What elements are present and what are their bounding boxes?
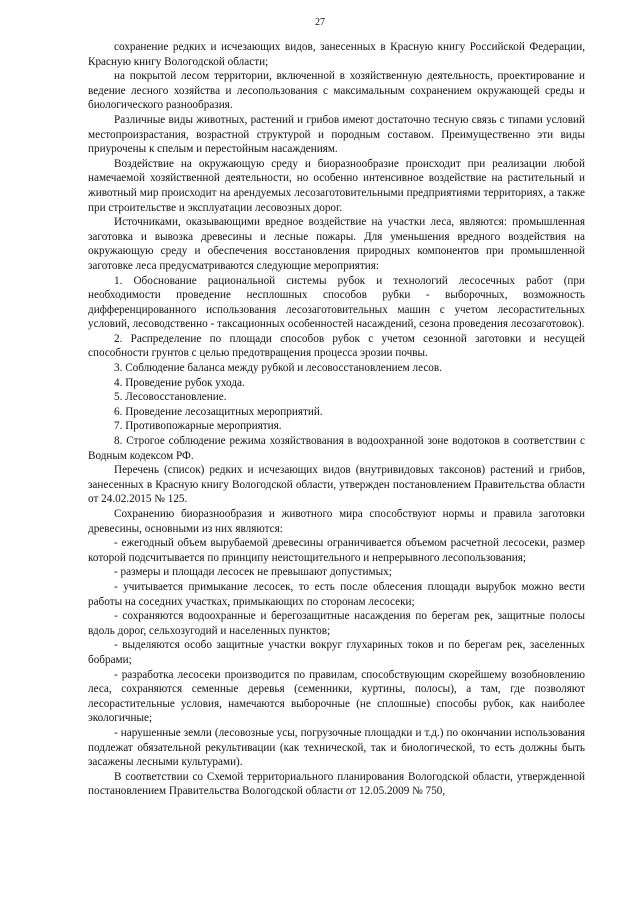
paragraph: Перечень (список) редких и исчезающих видов (внутривидовых таксонов) растений и грибов, занесенных в Красную книгу Вологодской области, утвержден постановлением Правительства области от 24.02.2015 № 125. bbox=[88, 464, 585, 506]
paragraph: 4. Проведение рубок ухода. bbox=[114, 376, 245, 389]
paragraph: - разработка лесосеки производится по правилам, способствующим скорейшему возобновлению леса, сохраняются семенные деревья (семенники, куртины, полосы), а там, где позволяют лесорастительные условия, намечаются выборочные (не сплошные) способы рубок, как наиболее экологичные; bbox=[88, 668, 585, 725]
paragraph: - нарушенные земли (лесовозные усы, погрузочные площадки и т.д.) по окончании использования подлежат обязательной рекультивации (как технической, так и биологической, то есть должны быть засажены лесными культурами). bbox=[88, 726, 585, 769]
paragraph: - выделяются особо защитные участки вокруг глухариных токов и по берегам рек, заселенных бобрами; bbox=[88, 639, 585, 666]
paragraph: 6. Проведение лесозащитных мероприятий. bbox=[114, 405, 323, 418]
paragraph: - ежегодный объем вырубаемой древесины ограничивается объемом расчетной лесосеки, размер которой подсчитывается по принципу неистощительного и непрерывного лесопользования; bbox=[88, 537, 585, 564]
paragraph: 8. Строгое соблюдение режима хозяйствования в водоохранной зоне водотоков в соответствии с Водным кодексом РФ. bbox=[88, 435, 585, 462]
paragraph: 2. Распределение по площади способов рубок с учетом сезонной заготовки и несущей способности грунтов с целью предотвращения процесса эрозии почвы. bbox=[88, 332, 585, 360]
paragraph: 7. Противопожарные мероприятия. bbox=[114, 420, 282, 433]
paragraph: Различные виды животных, растений и грибов имеют достаточно тесную связь с типами условий местопроизрастания, возрастной структурой и породным составом. Преимущественно эти виды приурочены к спелым и перестойным насаждениям. bbox=[88, 113, 585, 156]
paragraph: Сохранению биоразнообразия и животного мира способствуют нормы и правила заготовки древесины, основными из них являются: bbox=[88, 508, 585, 535]
paragraph: сохранение редких и исчезающих видов, занесенных в Красную книгу Российской Федерации, Красную книгу Вологодской области; bbox=[88, 41, 585, 68]
paragraph: 3. Соблюдение баланса между рубкой и лесовосстановлением лесов. bbox=[114, 362, 442, 375]
paragraph: Источниками, оказывающими вредное воздействие на участки леса, являются: промышленная заготовка и вывозка древесины и лесные пожары. Для уменьшения вредного воздействия на окружающую среду и обеспечения восстановления природных компонентов при промышленной заготовке леса предусматриваются следующие мероприятия: bbox=[88, 216, 585, 272]
paragraph: на покрытой лесом территории, включенной в хозяйственную деятельность, проектирование и ведение лесного хозяйства и лесопользования с максимальным сохранением окружающей среды и биологического разнообразия. bbox=[88, 70, 585, 112]
document-body bbox=[88, 40, 585, 799]
paragraph: В соответствии со Схемой территориального планирования Вологодской области, утвержденной постановлением Правительства Вологодской области от 12.05.2009 № 750, bbox=[88, 770, 585, 798]
paragraph: - сохраняются водоохранные и берегозащитные насаждения по берегам рек, защитные полосы вдоль дорог, сельхозугодий и населенных пунктов; bbox=[88, 610, 585, 637]
paragraph: - учитывается примыкание лесосек, то есть после облесения площади вырубок можно вести работы на соседних участках, примыкающих по сторонам лесосеки; bbox=[88, 580, 585, 608]
paragraph: 1. Обоснование рациональной системы рубок и технологий лесосечных работ (при необходимости проведение несплошных способов рубки - выборочных, возможность дифференцированного использования лесозаготовительных машин с учетом лесорастительных условий, лесоводственно - таксационных особенностей насаждений, сезона проведения лесозаготовок). bbox=[88, 274, 585, 331]
paragraph: Воздействие на окружающую среду и биоразнообразие происходит при реализации любой намечаемой хозяйственной деятельности, но особенно интенсивное воздействие на растительный и животный мир происходит на арендуемых лесозаготовительными предприятиями территориях, а также при строительстве и эксплуатации лесовозных дорог. bbox=[88, 157, 585, 214]
paragraph: 5. Лесовосстановление. bbox=[114, 391, 227, 404]
paragraph: - размеры и площади лесосек не превышают допустимых; bbox=[114, 566, 392, 579]
page-number: 27 bbox=[315, 17, 325, 28]
